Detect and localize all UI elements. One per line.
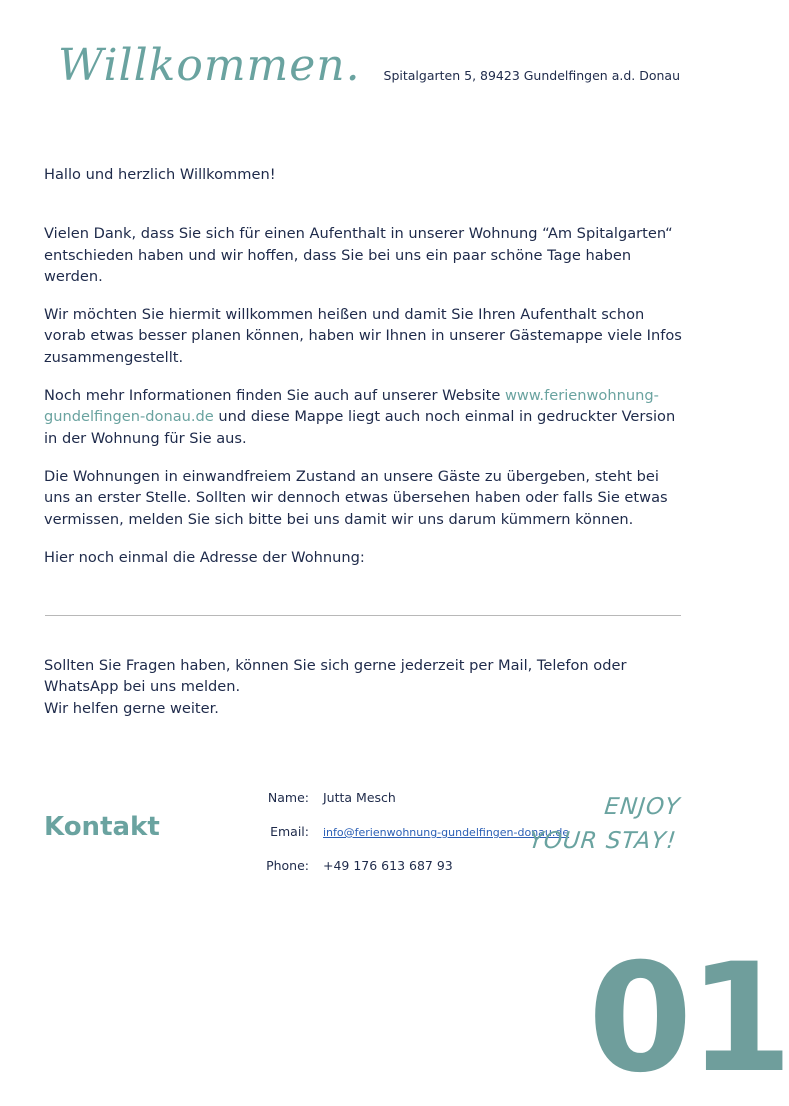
paragraph-welcome: Wir möchten Sie hiermit willkommen heißen und damit Sie Ihren Aufenthalt schon vorab etwas besser planen können, haben wir Ihnen in unserer Gästemappe viele Infos zusammengestellt. [44, 306, 682, 366]
contact-table [255, 790, 569, 892]
paragraph-address-intro: Hier noch einmal die Adresse der Wohnung: [44, 548, 365, 566]
contact-row-phone [255, 858, 569, 892]
letter-body [44, 164, 684, 585]
closing-line-1: Sollten Sie Fragen haben, können Sie sich gerne jederzeit per Mail, Telefon oder WhatsApp bei uns melden. [44, 657, 627, 696]
contact-title: Kontakt [44, 812, 160, 842]
divider-line [45, 615, 681, 616]
phone-label: Phone: [266, 858, 309, 873]
enjoy-your-stay-tagline [527, 790, 682, 858]
email-label: Email: [270, 824, 309, 839]
paragraph-website [44, 385, 684, 449]
email-link[interactable]: info@ferienwohnung-gundelfingen-donau.de [323, 826, 570, 839]
contact-row-email [255, 824, 569, 858]
website-text-after: und diese Mappe liegt auch noch einmal in gedruckter Version in der Wohnung für Sie aus. [44, 408, 676, 447]
closing-line-2: Wir helfen gerne weiter. [44, 699, 219, 717]
website-link[interactable]: www.ferienwohnung-gundelfingen-donau.de [44, 387, 659, 426]
paragraph-condition: Die Wohnungen in einwandfreiem Zustand an unsere Gäste zu übergeben, steht bei uns an erster Stelle. Sollten wir dennoch etwas übersehen haben oder falls Sie etwas vermissen, melden Sie sich bitte bei uns damit wir uns darum kümmern können. [44, 467, 668, 528]
website-text-before: Noch mehr Informationen finden Sie auch auf unserer Website [44, 387, 505, 405]
page-number: 01 [588, 932, 789, 1106]
greeting: Hallo und herzlich Willkommen! [44, 166, 276, 183]
welcome-logo: Willkommen. [58, 40, 361, 91]
name-label: Name: [267, 790, 309, 805]
closing-text [44, 655, 684, 719]
tagline-line-2: YOUR STAY! [527, 828, 678, 854]
paragraph-thanks: Vielen Dank, dass Sie sich für einen Aufenthalt in unserer Wohnung “Am Spitalgarten“ entschieden haben und wir hoffen, dass Sie bei uns ein paar schöne Tage haben werden. [44, 225, 673, 285]
phone-value: +49 176 613 687 93 [323, 858, 453, 873]
tagline-line-1: ENJOY [602, 794, 682, 820]
contact-row-name [255, 790, 569, 824]
header-address: Spitalgarten 5, 89423 Gundelfingen a.d. Donau [383, 68, 680, 83]
name-value: Jutta Mesch [323, 790, 396, 805]
